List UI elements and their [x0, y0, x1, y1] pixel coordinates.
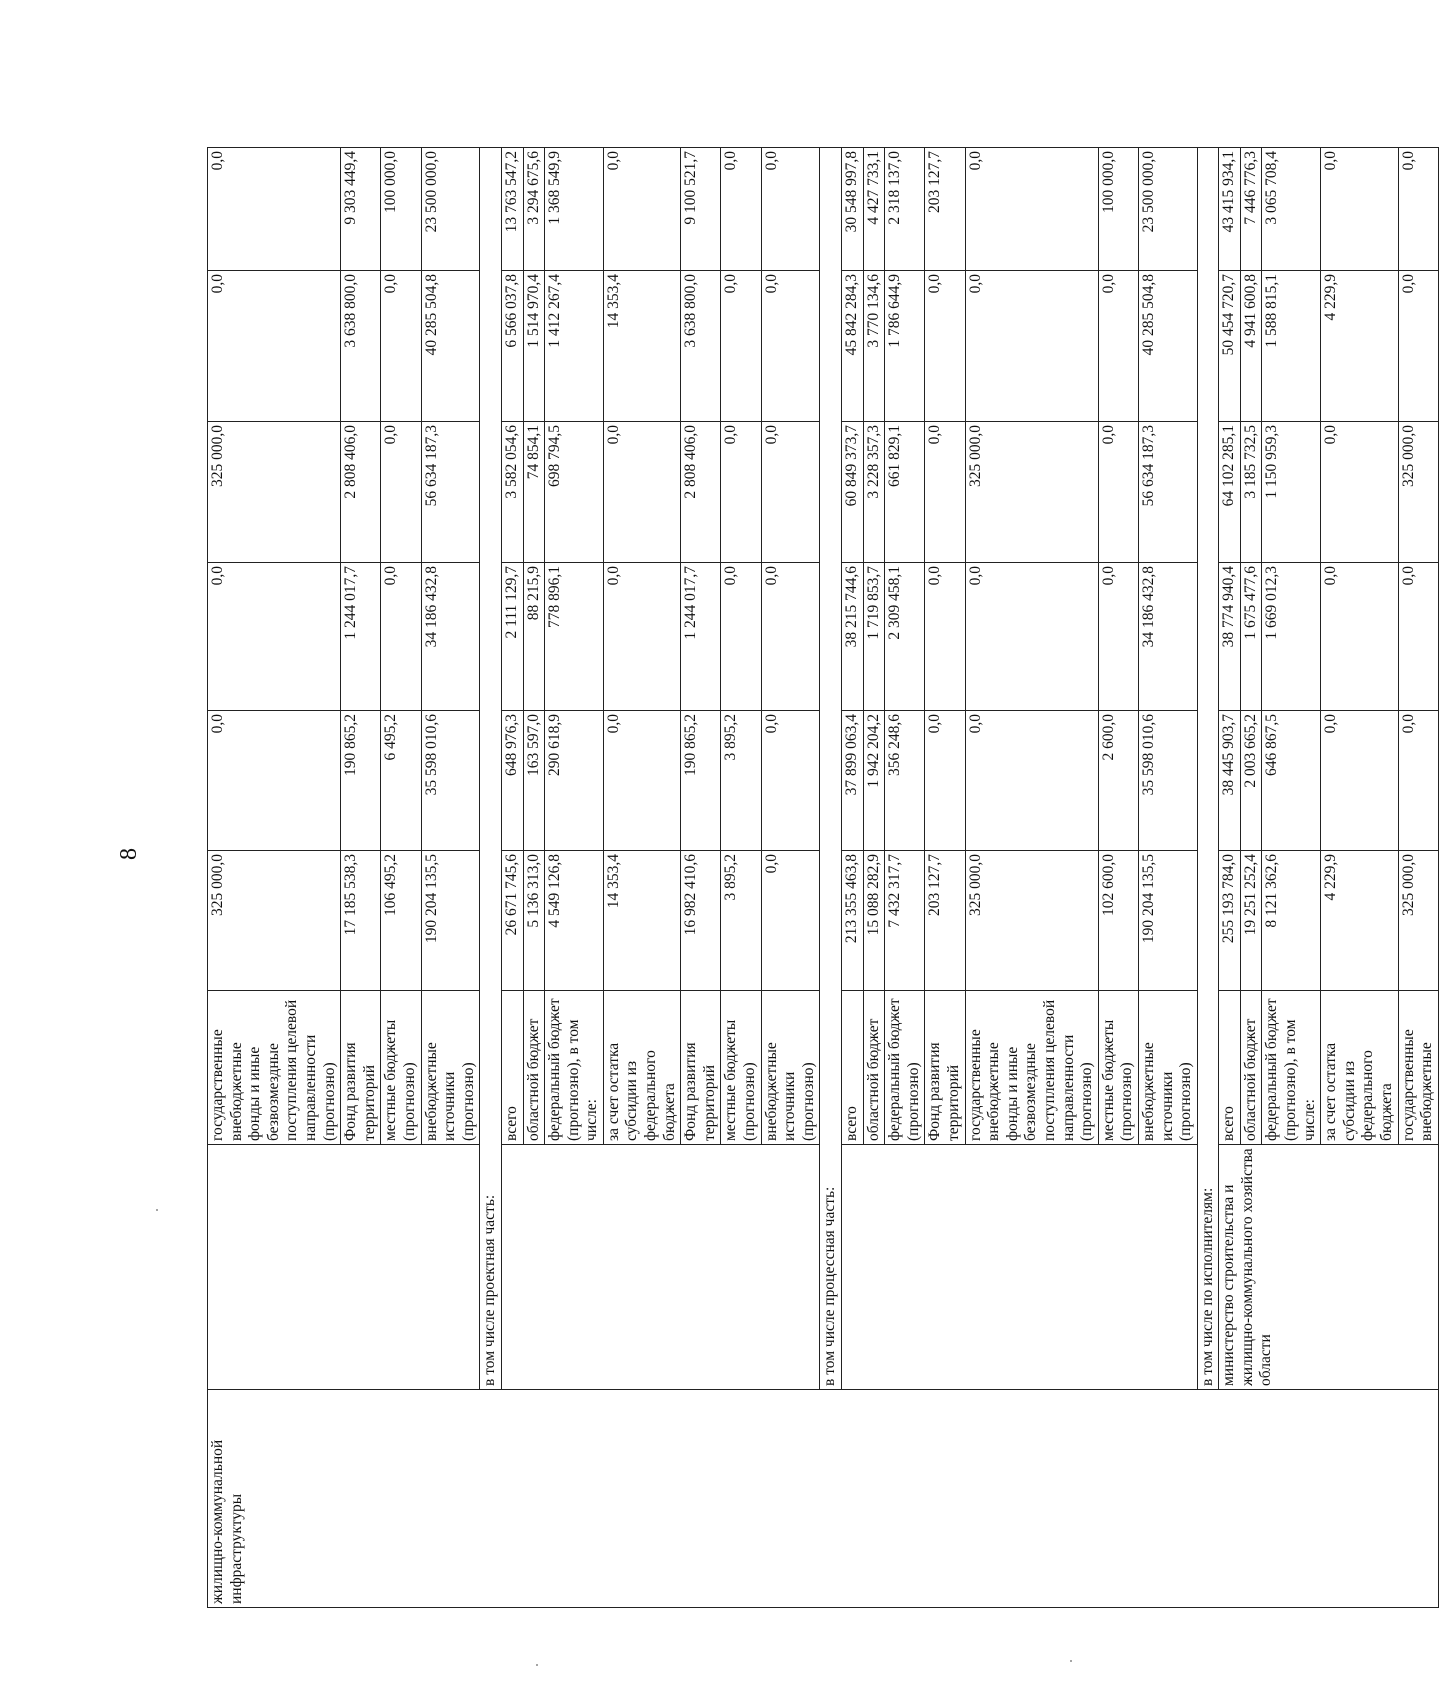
value-cell: 0,0 — [603, 422, 680, 563]
value-cell: 17 185 538,3 — [341, 851, 381, 991]
section-heading: в том числе проектная часть: — [480, 148, 502, 1390]
value-cell: 698 794,5 — [545, 422, 604, 563]
value-cell: 0,0 — [925, 563, 965, 711]
value-cell: 13 763 547,2 — [501, 148, 523, 271]
value-cell: 203 127,7 — [925, 851, 965, 991]
value-cell: 7 446 776,3 — [1240, 148, 1262, 271]
value-cell: 100 000,0 — [381, 148, 421, 271]
source-label-cell: Фонд развития территорий — [681, 991, 721, 1145]
value-cell: 0,0 — [208, 271, 341, 422]
value-cell: 3 185 732,5 — [1240, 422, 1262, 563]
value-cell: 1 514 970,4 — [523, 271, 545, 422]
value-cell: 0,0 — [925, 422, 965, 563]
source-label-cell: местные бюджеты (прогнозно) — [721, 991, 761, 1145]
source-label-cell: государственные внебюджетные фонды и иные безвозмездные поступления целевой направленности (прогнозно) — [208, 991, 341, 1145]
table-row — [501, 148, 523, 1608]
source-label-cell: федеральный бюджет (прогнозно), в том числе: — [1262, 991, 1321, 1145]
value-cell: 0,0 — [761, 851, 820, 991]
value-cell: 0,0 — [1321, 563, 1398, 711]
value-cell: 3 065 708,4 — [1262, 148, 1321, 271]
value-cell: 88 215,9 — [523, 563, 545, 711]
value-cell: 19 251 252,4 — [1240, 851, 1262, 991]
value-cell: 163 597,0 — [523, 711, 545, 851]
section-heading: в том числе процессная часть: — [820, 148, 842, 1390]
value-cell: 0,0 — [721, 422, 761, 563]
value-cell: 190 204 135,5 — [1138, 851, 1197, 991]
value-cell: 0,0 — [761, 563, 820, 711]
value-cell: 1 588 815,1 — [1262, 271, 1321, 422]
source-label-cell: за счет остатка субсидии из федерального бюджета — [603, 991, 680, 1145]
section-heading-row — [1197, 148, 1219, 1608]
value-cell: 4 941 600,8 — [1240, 271, 1262, 422]
value-cell: 60 849 373,7 — [842, 422, 864, 563]
value-cell: 190 204 135,5 — [421, 851, 480, 991]
value-cell: 4 549 126,8 — [545, 851, 604, 991]
value-cell: 1 368 549,9 — [545, 148, 604, 271]
value-cell: 0,0 — [1398, 271, 1438, 422]
value-cell: 3 895,2 — [721, 711, 761, 851]
value-cell: 2 600,0 — [1098, 711, 1138, 851]
value-cell: 50 454 720,7 — [1219, 271, 1241, 422]
value-cell: 1 669 012,3 — [1262, 563, 1321, 711]
scan-speck — [1070, 1660, 1072, 1662]
blank-cell — [842, 1145, 1198, 1390]
value-cell: 325 000,0 — [208, 422, 341, 563]
value-cell: 646 867,5 — [1262, 711, 1321, 851]
value-cell: 100 000,0 — [1098, 148, 1138, 271]
value-cell: 0,0 — [721, 148, 761, 271]
value-cell: 2 003 665,2 — [1240, 711, 1262, 851]
value-cell: 0,0 — [965, 148, 1098, 271]
value-cell: 0,0 — [208, 711, 341, 851]
source-label-cell: всего — [842, 991, 864, 1145]
value-cell: 0,0 — [1098, 563, 1138, 711]
value-cell: 0,0 — [381, 563, 421, 711]
source-label-cell: областной бюджет — [1240, 991, 1262, 1145]
source-label-cell: внебюджетные источники (прогнозно) — [761, 991, 820, 1145]
value-cell: 0,0 — [1398, 711, 1438, 851]
value-cell: 648 976,3 — [501, 711, 523, 851]
value-cell: 1 942 204,2 — [863, 711, 885, 851]
value-cell: 325 000,0 — [208, 851, 341, 991]
source-label-cell: всего — [501, 991, 523, 1145]
value-cell: 0,0 — [603, 148, 680, 271]
value-cell: 2 318 137,0 — [885, 148, 925, 271]
value-cell: 9 303 449,4 — [341, 148, 381, 271]
value-cell: 6 566 037,8 — [501, 271, 523, 422]
value-cell: 3 638 800,0 — [341, 271, 381, 422]
value-cell: 15 088 282,9 — [863, 851, 885, 991]
value-cell: 0,0 — [761, 711, 820, 851]
value-cell: 64 102 285,1 — [1219, 422, 1241, 563]
value-cell: 325 000,0 — [1398, 851, 1438, 991]
value-cell: 255 193 784,0 — [1219, 851, 1241, 991]
value-cell: 2 808 406,0 — [681, 422, 721, 563]
rotated-table-wrapper — [207, 148, 1436, 1608]
value-cell: 0,0 — [965, 271, 1098, 422]
value-cell: 190 865,2 — [341, 711, 381, 851]
value-cell: 1 719 853,7 — [863, 563, 885, 711]
value-cell: 4 427 733,1 — [863, 148, 885, 271]
value-cell: 2 808 406,0 — [341, 422, 381, 563]
source-label-cell: местные бюджеты (прогнозно) — [381, 991, 421, 1145]
value-cell: 45 842 284,3 — [842, 271, 864, 422]
value-cell: 40 285 504,8 — [421, 271, 480, 422]
value-cell: 37 899 063,4 — [842, 711, 864, 851]
value-cell: 23 500 000,0 — [421, 148, 480, 271]
value-cell: 74 854,1 — [523, 422, 545, 563]
section-heading: в том числе по исполнителям: — [1197, 148, 1219, 1390]
value-cell: 1 244 017,7 — [341, 563, 381, 711]
source-label-cell: областной бюджет — [863, 991, 885, 1145]
value-cell: 0,0 — [1321, 148, 1398, 271]
table-row — [842, 148, 864, 1608]
value-cell: 23 500 000,0 — [1138, 148, 1197, 271]
value-cell: 0,0 — [381, 271, 421, 422]
section-heading-row — [480, 148, 502, 1608]
value-cell: 0,0 — [925, 271, 965, 422]
value-cell: 38 774 940,4 — [1219, 563, 1241, 711]
value-cell: 0,0 — [208, 563, 341, 711]
budget-table — [207, 147, 1439, 1608]
value-cell: 14 353,4 — [603, 851, 680, 991]
value-cell: 6 495,2 — [381, 711, 421, 851]
value-cell: 0,0 — [965, 563, 1098, 711]
value-cell: 0,0 — [761, 422, 820, 563]
value-cell: 14 353,4 — [603, 271, 680, 422]
page-number: 8 — [116, 848, 142, 860]
value-cell: 3 294 675,6 — [523, 148, 545, 271]
source-label-cell: государственные внебюджетные — [1398, 991, 1438, 1145]
value-cell: 0,0 — [603, 563, 680, 711]
value-cell: 102 600,0 — [1098, 851, 1138, 991]
value-cell: 0,0 — [721, 271, 761, 422]
value-cell: 38 445 903,7 — [1219, 711, 1241, 851]
table-row — [1219, 148, 1241, 1608]
value-cell: 0,0 — [1398, 563, 1438, 711]
value-cell: 0,0 — [1098, 271, 1138, 422]
value-cell: 4 229,9 — [1321, 851, 1398, 991]
value-cell: 7 432 317,7 — [885, 851, 925, 991]
value-cell: 0,0 — [1321, 711, 1398, 851]
value-cell: 35 598 010,6 — [1138, 711, 1197, 851]
value-cell: 290 618,9 — [545, 711, 604, 851]
value-cell: 38 215 744,6 — [842, 563, 864, 711]
blank-cell — [208, 1145, 480, 1390]
value-cell: 3 228 357,3 — [863, 422, 885, 563]
section-heading-row — [820, 148, 842, 1608]
value-cell: 40 285 504,8 — [1138, 271, 1197, 422]
value-cell: 2 309 458,1 — [885, 563, 925, 711]
value-cell: 213 355 463,8 — [842, 851, 864, 991]
scan-speck — [156, 1209, 158, 1211]
source-label-cell: местные бюджеты (прогнозно) — [1098, 991, 1138, 1145]
source-label-cell: всего — [1219, 991, 1241, 1145]
value-cell: 1 412 267,4 — [545, 271, 604, 422]
source-label-cell: внебюджетные источники (прогнозно) — [421, 991, 480, 1145]
value-cell: 16 982 410,6 — [681, 851, 721, 991]
source-label-cell: федеральный бюджет (прогнозно), в том числе: — [545, 991, 604, 1145]
value-cell: 778 896,1 — [545, 563, 604, 711]
source-label-cell: федеральный бюджет (прогнозно) — [885, 991, 925, 1145]
source-label-cell: Фонд развития территорий — [925, 991, 965, 1145]
value-cell: 4 229,9 — [1321, 271, 1398, 422]
value-cell: 0,0 — [925, 711, 965, 851]
value-cell: 56 634 187,3 — [421, 422, 480, 563]
value-cell: 0,0 — [1321, 422, 1398, 563]
value-cell: 0,0 — [721, 563, 761, 711]
table-row — [208, 148, 341, 1608]
value-cell: 325 000,0 — [965, 851, 1098, 991]
value-cell: 3 895,2 — [721, 851, 761, 991]
value-cell: 106 495,2 — [381, 851, 421, 991]
value-cell: 0,0 — [965, 711, 1098, 851]
source-label-cell: государственные внебюджетные фонды и иные безвозмездные поступления целевой направленности (прогнозно) — [965, 991, 1098, 1145]
value-cell: 3 770 134,6 — [863, 271, 885, 422]
value-cell: 0,0 — [381, 422, 421, 563]
value-cell: 56 634 187,3 — [1138, 422, 1197, 563]
value-cell: 1 675 477,6 — [1240, 563, 1262, 711]
value-cell: 5 136 313,0 — [523, 851, 545, 991]
value-cell: 1 786 644,9 — [885, 271, 925, 422]
value-cell: 30 548 997,8 — [842, 148, 864, 271]
value-cell: 2 111 129,7 — [501, 563, 523, 711]
value-cell: 325 000,0 — [1398, 422, 1438, 563]
value-cell: 35 598 010,6 — [421, 711, 480, 851]
value-cell: 0,0 — [1098, 422, 1138, 563]
source-label-cell: за счет остатка субсидии из федерального бюджета — [1321, 991, 1398, 1145]
value-cell: 43 415 934,1 — [1219, 148, 1241, 271]
value-cell: 0,0 — [761, 148, 820, 271]
value-cell: 0,0 — [208, 148, 341, 271]
value-cell: 0,0 — [603, 711, 680, 851]
value-cell: 1 150 959,3 — [1262, 422, 1321, 563]
value-cell: 0,0 — [1398, 148, 1438, 271]
scan-speck — [536, 1664, 538, 1666]
value-cell: 0,0 — [761, 271, 820, 422]
executor-name-cell: министерство строительства и жилищно-коммунального хозяйства области — [1219, 1145, 1439, 1390]
value-cell: 661 829,1 — [885, 422, 925, 563]
value-cell: 34 186 432,8 — [1138, 563, 1197, 711]
value-cell: 190 865,2 — [681, 711, 721, 851]
value-cell: 26 671 745,6 — [501, 851, 523, 991]
value-cell: 8 121 362,6 — [1262, 851, 1321, 991]
program-name-cell: жилищно-коммунальной инфраструктуры — [208, 1390, 1439, 1608]
source-label-cell: Фонд развития территорий — [341, 991, 381, 1145]
source-label-cell: областной бюджет — [523, 991, 545, 1145]
value-cell: 3 582 054,6 — [501, 422, 523, 563]
value-cell: 325 000,0 — [965, 422, 1098, 563]
budget-table-body — [208, 148, 1439, 1608]
value-cell: 3 638 800,0 — [681, 271, 721, 422]
blank-cell — [501, 1145, 820, 1390]
source-label-cell: внебюджетные источники (прогнозно) — [1138, 991, 1197, 1145]
value-cell: 1 244 017,7 — [681, 563, 721, 711]
value-cell: 34 186 432,8 — [421, 563, 480, 711]
value-cell: 356 248,6 — [885, 711, 925, 851]
value-cell: 9 100 521,7 — [681, 148, 721, 271]
value-cell: 203 127,7 — [925, 148, 965, 271]
